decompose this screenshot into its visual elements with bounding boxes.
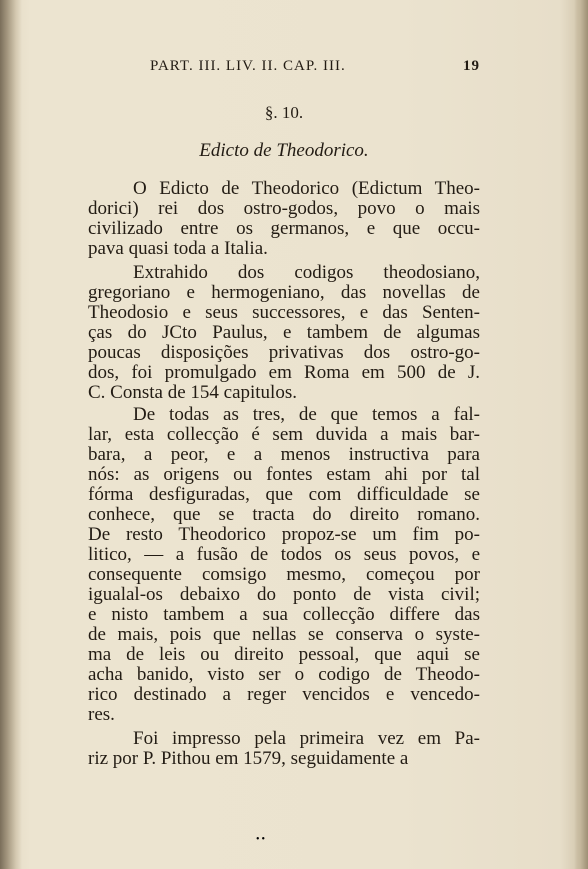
signature-mark: ••: [256, 834, 268, 845]
page-binding-shadow: [0, 0, 22, 869]
text-line: acha banido, visto ser o codigo de Theodo-: [88, 664, 480, 685]
text-line: igualal-os debaixo do ponto de vista civil;: [88, 584, 480, 605]
section-title: Edicto de Theodorico.: [199, 140, 369, 161]
text-line: litico, — a fusão de todos os seus povos, e: [88, 544, 480, 565]
text-line: dorici) rei dos ostro-godos, povo o mais: [88, 198, 480, 219]
text-line: riz por P. Pithou em 1579, seguidamente a: [88, 748, 409, 769]
text-line: fórma desfiguradas, que com difficuldade se: [88, 484, 480, 505]
text-line: gregoriano e hermogeniano, das novellas de: [88, 282, 480, 303]
text-line: poucas disposições privativas dos ostro-go-: [88, 342, 480, 363]
text-line: ma de leis ou direito pessoal, que aqui se: [88, 644, 480, 665]
text-line: bara, a peor, e a menos instructiva para: [88, 444, 480, 465]
text-line: C. Consta de 154 capitulos.: [88, 382, 297, 403]
page-number: 19: [463, 58, 480, 74]
section-number: §. 10.: [264, 103, 304, 122]
text-line: Foi impresso pela primeira vez em Pa-: [133, 728, 480, 749]
text-line: de mais, pois que nellas se conserva o syste-: [88, 624, 480, 645]
text-line: De todas as tres, de que temos a fal-: [133, 404, 480, 425]
text-line: e nisto tambem a sua collecção differe das: [88, 604, 480, 625]
text-line: Theodosio e seus successores, e das Senten-: [88, 302, 480, 323]
text-line: nós: as origens ou fontes estam ahi por tal: [88, 464, 480, 485]
page-edge-shadow: [574, 0, 588, 869]
text-line: rico destinado a reger vencidos e vencedo-: [88, 684, 480, 705]
text-line: dos, foi promulgado em Roma em 500 de J.: [88, 362, 480, 383]
text-line: O Edicto de Theodorico (Edictum Theo-: [133, 178, 480, 199]
running-header: [88, 58, 480, 80]
text-line: civilizado entre os germanos, e que occu-: [88, 218, 480, 239]
text-line: ças do JCto Paulus, e tambem de algumas: [88, 322, 480, 343]
text-line: Extrahido dos codigos theodosiano,: [133, 262, 480, 283]
text-line: consequente comsigo mesmo, começou por: [88, 564, 480, 585]
text-line: conhece, que se tracta do direito romano.: [88, 504, 480, 525]
text-line: lar, esta collecção é sem duvida a mais bar-: [88, 424, 480, 445]
text-line: De resto Theodorico propoz-se um fim po-: [88, 524, 480, 545]
text-line: res.: [88, 704, 115, 725]
text-line: pava quasi toda a Italia.: [88, 238, 268, 259]
running-title: PART. III. LIV. II. CAP. III.: [150, 58, 346, 74]
